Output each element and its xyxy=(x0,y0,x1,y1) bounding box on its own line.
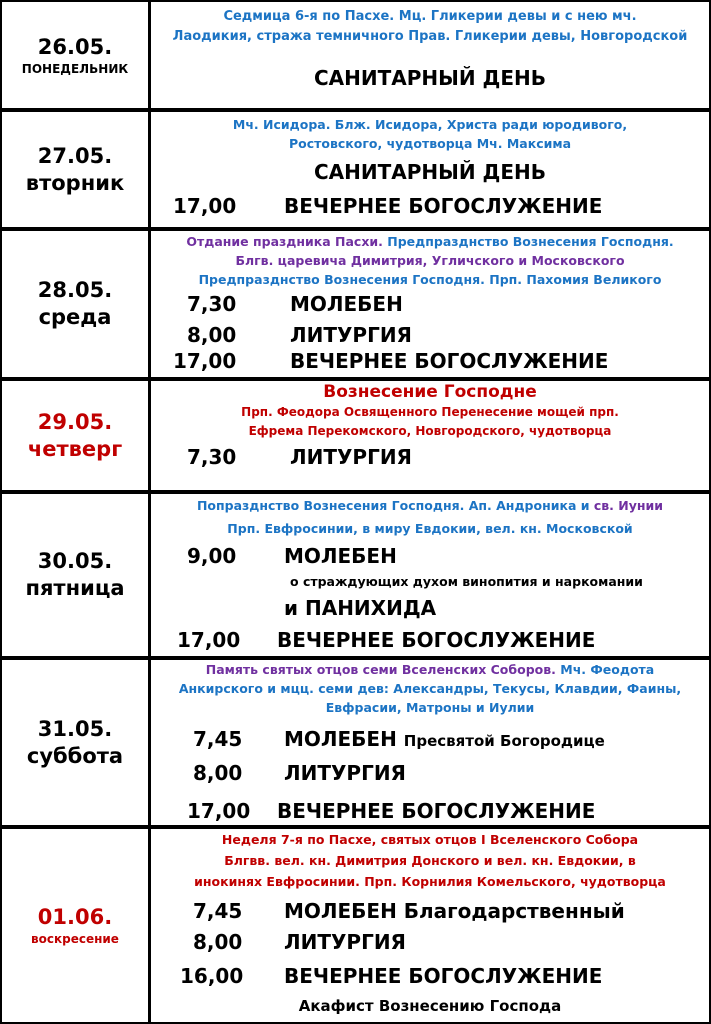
day-row-29-05 xyxy=(0,379,711,492)
date-cell xyxy=(2,112,151,227)
date-label: 27.05. xyxy=(37,143,113,168)
date-label: 31.05. xyxy=(37,716,113,741)
saints-line: Неделя 7-я по Пасхе, святых отцов I Вселенского Собора xyxy=(221,832,639,847)
service-name: ВЕЧЕРНЕЕ БОГОСЛУЖЕНИЕ xyxy=(284,964,603,988)
day-content xyxy=(151,660,709,825)
day-content xyxy=(151,381,709,490)
service-name: ВЕЧЕРНЕЕ БОГОСЛУЖЕНИЕ xyxy=(284,194,603,218)
saints-line xyxy=(151,496,709,515)
service-name: ВЕЧЕРНЕЕ БОГОСЛУЖЕНИЕ xyxy=(277,628,596,652)
service-item xyxy=(151,895,709,926)
saints-line: Прп. Евфросинии, в миру Евдокии, вел. кн. Московской xyxy=(227,521,633,536)
service-item xyxy=(151,795,709,826)
weekday-label: пятница xyxy=(25,576,125,600)
saints-part: Отдание праздника Пасхи. xyxy=(186,234,383,249)
akathist-line: Акафист Вознесению Господа xyxy=(298,997,562,1015)
date-cell xyxy=(2,829,151,1022)
service-item xyxy=(151,288,709,319)
weekday-label: суббота xyxy=(26,743,124,768)
service-time: 7,45 xyxy=(193,899,243,923)
service-time: 17,00 xyxy=(173,349,237,373)
headline: САНИТАРНЫЙ ДЕНЬ xyxy=(313,66,547,90)
date-cell xyxy=(2,494,151,656)
saints-line: Мч. Исидора. Блж. Исидора, Христа ради юродивого, xyxy=(232,117,628,132)
saints-line: Седмица 6-я по Пасхе. Мц. Гликерии девы и с нею мч. xyxy=(223,9,637,24)
saints-line xyxy=(151,660,709,679)
weekday-label: воскресение xyxy=(31,932,119,946)
service-time: 8,00 xyxy=(187,323,237,347)
saints-line: Прп. Феодора Освященного Перенесение мощей прп. xyxy=(241,405,619,419)
saints-line: Ростовского, чудотворца Мч. Максима xyxy=(288,136,572,151)
headline: САНИТАРНЫЙ ДЕНЬ xyxy=(313,160,547,184)
service-name: ЛИТУРГИЯ xyxy=(284,930,406,954)
service-time: 7,30 xyxy=(187,445,237,469)
service-time: 7,30 xyxy=(187,292,237,316)
service-item xyxy=(151,190,709,221)
day-row-30-05 xyxy=(0,492,711,658)
day-content xyxy=(151,2,709,108)
service-item xyxy=(151,624,709,655)
service-item xyxy=(151,592,709,623)
date-label: 26.05. xyxy=(37,34,113,59)
service-time: 17,00 xyxy=(187,799,251,823)
day-row-26-05 xyxy=(0,0,711,110)
date-cell xyxy=(2,231,151,377)
date-label: 30.05. xyxy=(37,549,113,573)
weekday-label: среда xyxy=(38,305,112,329)
service-time: 9,00 xyxy=(187,544,237,568)
service-item xyxy=(151,723,709,754)
day-content xyxy=(151,112,709,227)
day-row-28-05 xyxy=(0,229,711,379)
service-name: МОЛЕБЕН xyxy=(290,292,403,316)
service-item xyxy=(151,345,709,376)
date-cell xyxy=(2,381,151,490)
saints-line: Ефрема Перекомского, Новгородского, чудотворца xyxy=(248,424,612,438)
weekday-label: вторник xyxy=(25,170,125,195)
service-name: ЛИТУРГИЯ xyxy=(290,323,412,347)
day-content xyxy=(151,231,709,377)
feast-title: Вознесение Господне xyxy=(323,382,537,402)
service-name: ЛИТУРГИЯ xyxy=(284,761,406,785)
service-name: ВЕЧЕРНЕЕ БОГОСЛУЖЕНИЕ xyxy=(290,349,609,373)
service-item xyxy=(151,757,709,788)
service-item xyxy=(151,540,709,571)
day-row-27-05 xyxy=(0,110,711,229)
day-content xyxy=(151,829,709,1022)
service-item xyxy=(151,960,709,991)
service-time: 17,00 xyxy=(173,194,237,218)
date-label: 01.06. xyxy=(37,905,113,929)
saints-line: Блгвв. вел. кн. Димитрия Донского и вел. кн. Евдокии, в xyxy=(224,853,636,868)
service-item xyxy=(151,441,709,472)
service-time: 8,00 xyxy=(193,761,243,785)
service-time: 8,00 xyxy=(193,930,243,954)
weekday-label: четверг xyxy=(27,436,123,461)
service-name xyxy=(284,727,605,751)
day-row-01-06 xyxy=(0,827,711,1024)
saints-line: инокинях Евфросинии. Прп. Корнилия Комельского, чудотворца xyxy=(194,874,666,889)
service-name: ЛИТУРГИЯ xyxy=(290,445,412,469)
panikhida-label: и ПАНИХИДА xyxy=(284,596,437,620)
service-time: 7,45 xyxy=(193,727,243,751)
saints-line: Анкирского и мцц. семи дев: Александры, Текусы, Клавдии, Фаины, xyxy=(178,681,682,696)
saints-line: Блгв. царевича Димитрия, Угличского и Московского xyxy=(235,253,625,268)
date-label: 29.05. xyxy=(37,409,113,434)
service-note: о страждующих духом винопития и наркомании xyxy=(290,574,643,589)
saints-line xyxy=(151,232,709,251)
service-name: МОЛЕБЕН xyxy=(284,544,397,568)
date-label: 28.05. xyxy=(37,278,113,302)
service-item xyxy=(151,926,709,957)
saints-part: Предпразднство Вознесения Господня. xyxy=(387,234,674,249)
service-name: МОЛЕБЕН Благодарственный xyxy=(284,899,625,923)
service-time: 16,00 xyxy=(180,964,244,988)
saints-part: Память святых отцов семи Вселенских Соборов. xyxy=(205,662,556,677)
saints-part: Мч. Феодота xyxy=(560,662,655,677)
day-content xyxy=(151,494,709,656)
date-cell xyxy=(2,660,151,825)
service-time: 17,00 xyxy=(177,628,241,652)
date-cell xyxy=(2,2,151,108)
saints-line: Предпразднство Вознесения Господня. Прп. Пахомия Великого xyxy=(198,272,662,287)
service-name: ВЕЧЕРНЕЕ БОГОСЛУЖЕНИЕ xyxy=(277,799,596,823)
saints-line: Лаодикия, стража темничного Прав. Гликерии девы, Новгородской xyxy=(172,29,688,44)
day-row-31-05 xyxy=(0,658,711,827)
service-name-main: МОЛЕБЕН xyxy=(284,727,397,751)
service-name-suffix: Пресвятой Богородице xyxy=(403,732,605,750)
weekday-label: ПОНЕДЕЛЬНИК xyxy=(21,61,129,76)
saints-line: Евфрасии, Матроны и Иулии xyxy=(325,700,535,715)
saints-part: Попразднство Вознесения Господня. Ап. Андроника и xyxy=(196,498,590,513)
saints-part: св. Иунии xyxy=(593,498,664,513)
